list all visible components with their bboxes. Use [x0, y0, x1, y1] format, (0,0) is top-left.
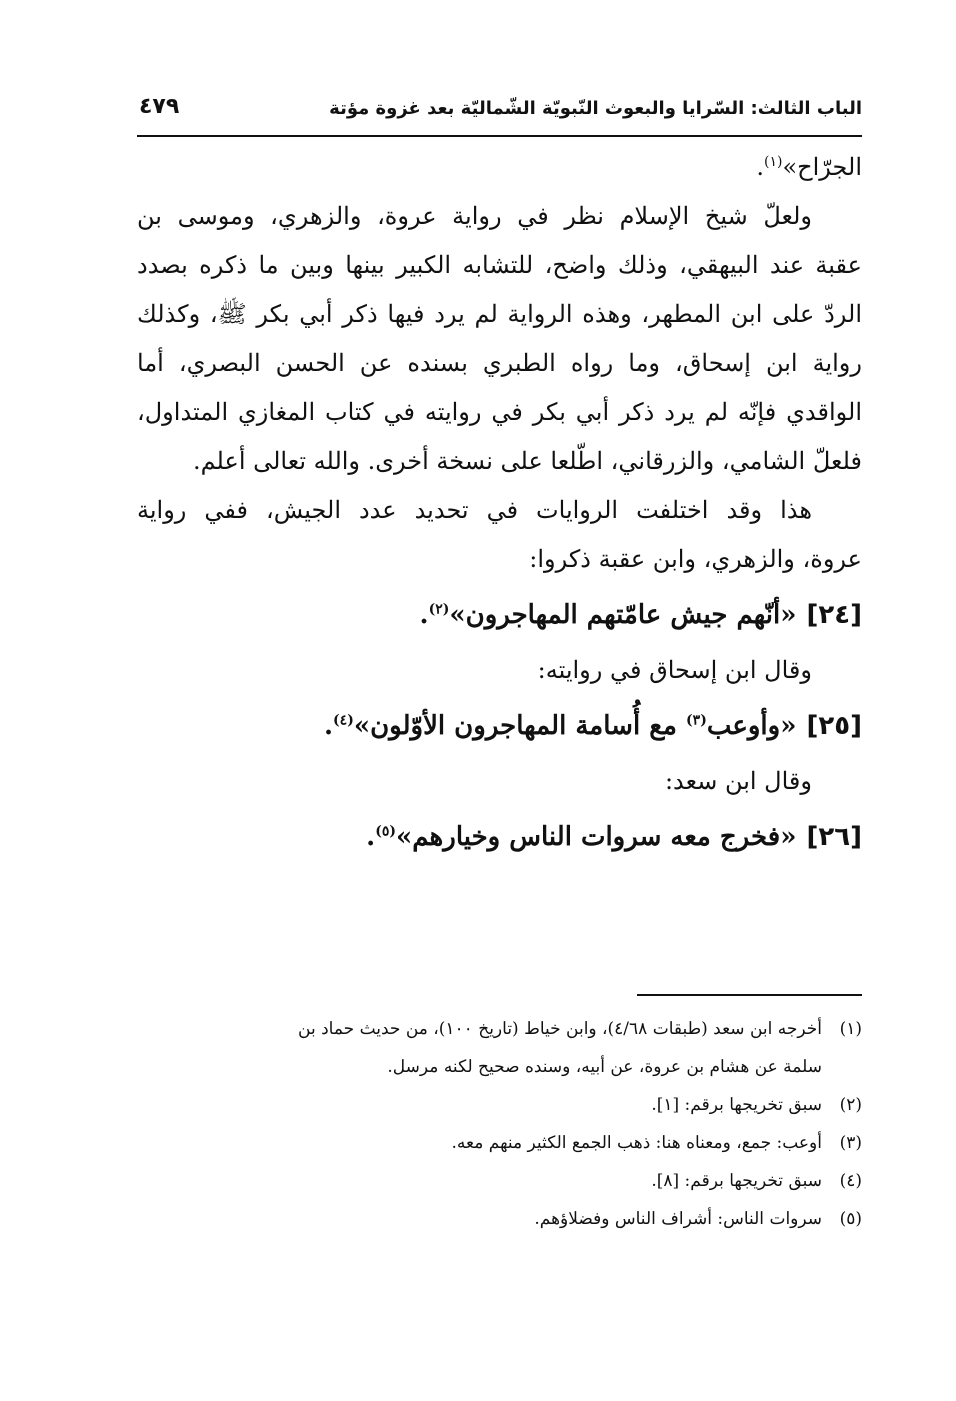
header-rule [137, 135, 862, 137]
text-line: عروة، والزهري، وابن عقبة ذكروا: [529, 545, 862, 573]
punctuation: . [366, 822, 376, 852]
text-line [137, 143, 862, 192]
text-line: عقبة عند البيهقي، وذلك واضح، للتشابه الكبير بينها وبين ما ذكره بصدد [137, 251, 862, 279]
footnote-ref: (٥) [375, 823, 396, 840]
entry-number: [٢٦] [806, 822, 862, 852]
footnote [137, 1124, 862, 1162]
footnote [137, 1200, 862, 1238]
running-title: الباب الثالث: السّرايا والبعوث النّبويّة الشّماليّة بعد غزوة مؤتة [329, 98, 862, 119]
line-text: الجرّاح» [782, 153, 862, 181]
footnote-rule [637, 994, 862, 996]
punctuation: . [419, 600, 429, 630]
narration-entry [137, 806, 862, 868]
main-text [137, 143, 862, 868]
footnote-ref: (٤) [333, 712, 354, 729]
footnote [137, 1162, 862, 1200]
entry-text: مع أُسامة المهاجرون الأوّلون» [353, 711, 687, 741]
footnote-ref: (١) [763, 154, 783, 170]
text-line: ولعلّ شيخ الإسلام نظر في رواية عروة، والزهري، وموسى بن [137, 202, 812, 230]
footnote-number: (١) [839, 1019, 862, 1039]
punctuation: . [323, 711, 334, 741]
footnote-text: سروات الناس: أشراف الناس وفضلاؤهم. [534, 1209, 822, 1229]
text-line: هذا وقد اختلفت الروايات في تحديد عدد الجيش، ففي رواية [137, 496, 812, 524]
page-number: ٤٧٩ [139, 94, 180, 119]
narration-entry [137, 584, 862, 646]
text-line: وقال ابن إسحاق في روايته: [537, 656, 812, 684]
footnote-text: سبق تخريجها برقم: [٨]. [651, 1171, 822, 1191]
footnote-text: أخرجه ابن سعد (طبقات ٤/٦٨)، وابن خياط (تاريخ ١٠٠)، من حديث حماد بن [298, 1019, 822, 1039]
footnote-number: (٢) [839, 1095, 862, 1115]
text-line: الواقدي فإنّه لم يرد ذكر أبي بكر في روايته في كتاب المغازي المتداول، [137, 398, 862, 426]
entry-number: [٢٤] [806, 600, 862, 630]
footnote-text: سبق تخريجها برقم: [١]. [651, 1095, 822, 1115]
footnote-number: (٥) [839, 1209, 862, 1229]
footnote-ref: (٣) [686, 712, 707, 729]
footnote-text: أوعب: جمع، ومعناه هنا: ذهب الجمع الكثير منهم معه. [451, 1133, 822, 1153]
entry-text: «وأوعب [706, 711, 797, 741]
page-header [137, 92, 862, 132]
text-line: رواية ابن إسحاق، وما رواه الطبري بسنده عن الحسن البصري، أما [137, 349, 862, 377]
footnote-number: (٤) [839, 1171, 862, 1191]
narration-entry [137, 695, 862, 757]
punctuation: . [756, 153, 764, 181]
footnote [137, 1010, 862, 1048]
entry-text: «فخرج معه سروات الناس وخيارهم» [396, 822, 797, 852]
footnote-continuation: سلمة عن هشام بن عروة، عن أبيه، وسنده صحيح لكنه مرسل. [387, 1057, 822, 1077]
entry-number: [٢٥] [806, 711, 862, 741]
text-line: الردّ على ابن المطهر، وهذه الرواية لم يرد فيها ذكر أبي بكر ﷺ، وكذلك [137, 300, 862, 328]
footnotes [137, 1010, 862, 1238]
footnote-number: (٣) [839, 1133, 862, 1153]
footnote-ref: (٢) [428, 601, 450, 618]
footnote [137, 1086, 862, 1124]
text-line: فلعلّ الشامي، والزرقاني، اطّلعا على نسخة أخرى. والله تعالى أعلم. [192, 447, 862, 475]
entry-text: «أنّهم جيش عامّتهم المهاجرون» [449, 600, 797, 630]
text-line: وقال ابن سعد: [664, 767, 812, 795]
